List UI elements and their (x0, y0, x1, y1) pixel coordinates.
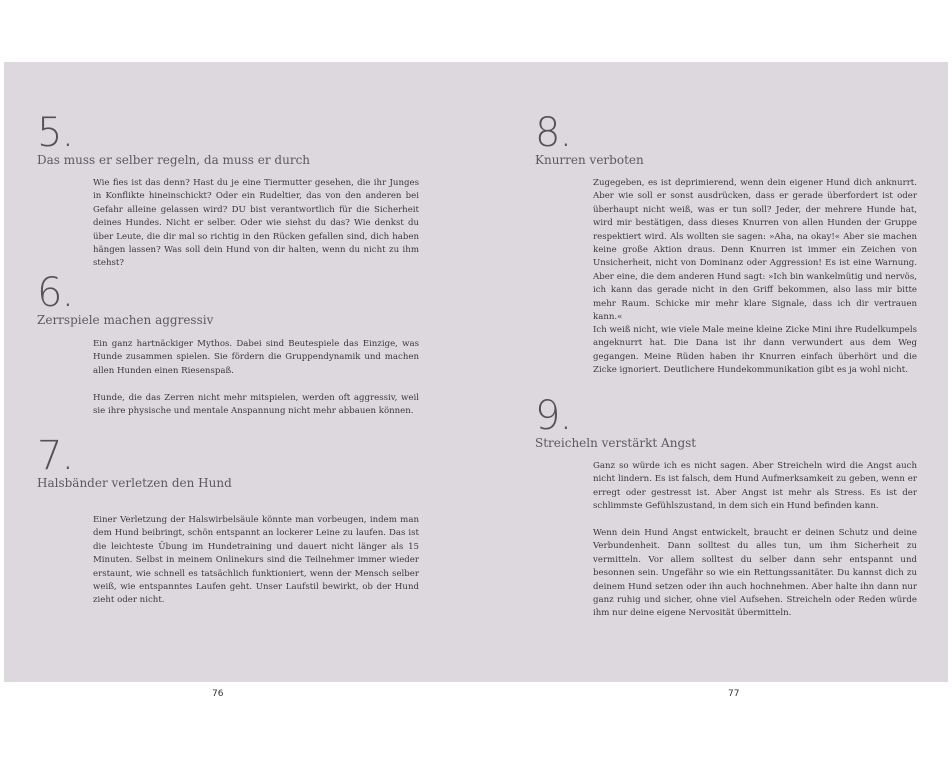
section-heading: Das muss er selber regeln, da muss er durch (37, 153, 311, 167)
paragraph: Ein ganz hartnäckiger Mythos. Dabei sind Beutespiele das Einzige, was Hunde zusammen spielen. Sie fördern die Gruppendynamik und machen allen Hunden einen Riesenspaß. (93, 339, 419, 376)
section-8 (535, 110, 644, 167)
section-5 (37, 110, 311, 167)
section-number: 7. (37, 433, 74, 479)
left-page (4, 62, 474, 682)
section-number: 6. (37, 270, 74, 316)
paragraph: Einer Verletzung der Halswirbelsäule könnte man vorbeugen, indem man dem Hund beibringt, schön entspannt an lockerer Leine zu laufen. Das ist die leichteste Übung im Hundetraining und dauert nicht länger als 15 Minuten. Selbst in meinem Onlinekurs sind die Teilnehmer immer wieder erstaunt, wie schnell es tatsächlich funktioniert, wenn der Mensch selber weiß, wie entspanntes Laufen geht. Unser Laufstil bewirkt, ob der Hund zieht oder nicht. (93, 515, 419, 606)
section-heading: Zerrspiele machen aggressiv (37, 313, 214, 327)
section-9 (535, 393, 697, 450)
section-number: 9. (535, 393, 572, 439)
section-heading: Halsbänder verletzen den Hund (37, 476, 232, 490)
paragraph: Wie fies ist das denn? Hast du je eine Tiermutter gesehen, die ihr Junges in Konflikte hineinschickt? Oder ein Rudeltier, das von den anderen bei Gefahr alleine gelassen wird? DU bist verantwortlich für die Sicherheit deines Hundes. Nicht er selber. Oder wie siehst du das? Wie denkst du über Leute, die dir mal so richtig in den Rücken gefallen sind, dich haben hängen lassen? Was soll dein Hund von dir halten, wenn du nicht zu ihm stehst? (93, 178, 419, 269)
section-number: 8. (535, 110, 572, 156)
paragraph: Zugegeben, es ist deprimierend, wenn dein eigener Hund dich anknurrt. Aber wie soll er sonst ausdrücken, dass er gerade überfordert ist oder überhaupt nicht weiß, was er tun soll? Jeder, der mehrere Hunde hat, wird mir bestätigen, dass dieses Knurren von allen Hunden der Gruppe respektiert wird. Als wollten sie sagen: »Aha, na okay!« Aber sie machen keine große Aktion draus. Denn Knurren ist immer ein Zeichen von Unsicherheit, nicht von Dominanz oder Aggression! Es ist eine Warnung. Aber eine, die dem anderen Hund sagt: »Ich bin wankelmütig und nervös, ich kann das gerade nicht in den Griff bekommen, also lass mir bitte mehr Raum. Schicke mir mehr klare Signale, dass ich dir vertrauen kann.« (593, 178, 917, 323)
section-number: 5. (37, 110, 74, 156)
section-7 (37, 433, 232, 490)
section-heading: Knurren verboten (535, 153, 644, 167)
paragraph: Ich weiß nicht, wie viele Male meine kleine Zicke Mini ihre Rudelkumpels angeknurrt hat. Die Dana ist ihr dann verwundert aus dem Weg gegangen. Meine Rüden haben ihr Knurren einfach überhört und die Zicke ignoriert. Deutlichere Hundekommunikation gibt es ja wohl nicht. (593, 325, 917, 376)
paragraph: Ganz so würde ich es nicht sagen. Aber Streicheln wird die Angst auch nicht lindern. Es ist falsch, dem Hund Aufmerksamkeit zu geben, wenn er erregt oder gestresst ist. Aber Angst ist mehr als Stress. Es ist der schlimmste Gefühlszustand, in dem sich ein Hund befinden kann. (593, 461, 917, 512)
section-6 (37, 270, 214, 327)
page-number-left: 76 (212, 689, 224, 699)
paragraph: Hunde, die das Zerren nicht mehr mitspielen, werden oft aggressiv, weil sie ihre physische und mentale Anspannung nicht mehr abbauen können. (93, 393, 419, 417)
paragraph: Wenn dein Hund Angst entwickelt, braucht er deinen Schutz und deine Verbundenheit. Dann solltest du alles tun, um ihm Sicherheit zu vermitteln. Vor allem solltest du selber dann sehr entspannt und besonnen sein. Ungefähr so wie ein Rettungssanitäter. Du kannst dich zu deinem Hund setzen oder ihn auch hochnehmen. Aber halte ihn dann nur ganz ruhig und sicher, ohne viel Aufsehen. Streicheln oder Reden würde ihm nur deine eigene Nervosität übermitteln. (593, 528, 917, 619)
book-spread (4, 62, 948, 682)
page-number-right: 77 (728, 689, 740, 699)
section-heading: Streicheln verstärkt Angst (535, 436, 697, 450)
right-page (476, 62, 948, 682)
